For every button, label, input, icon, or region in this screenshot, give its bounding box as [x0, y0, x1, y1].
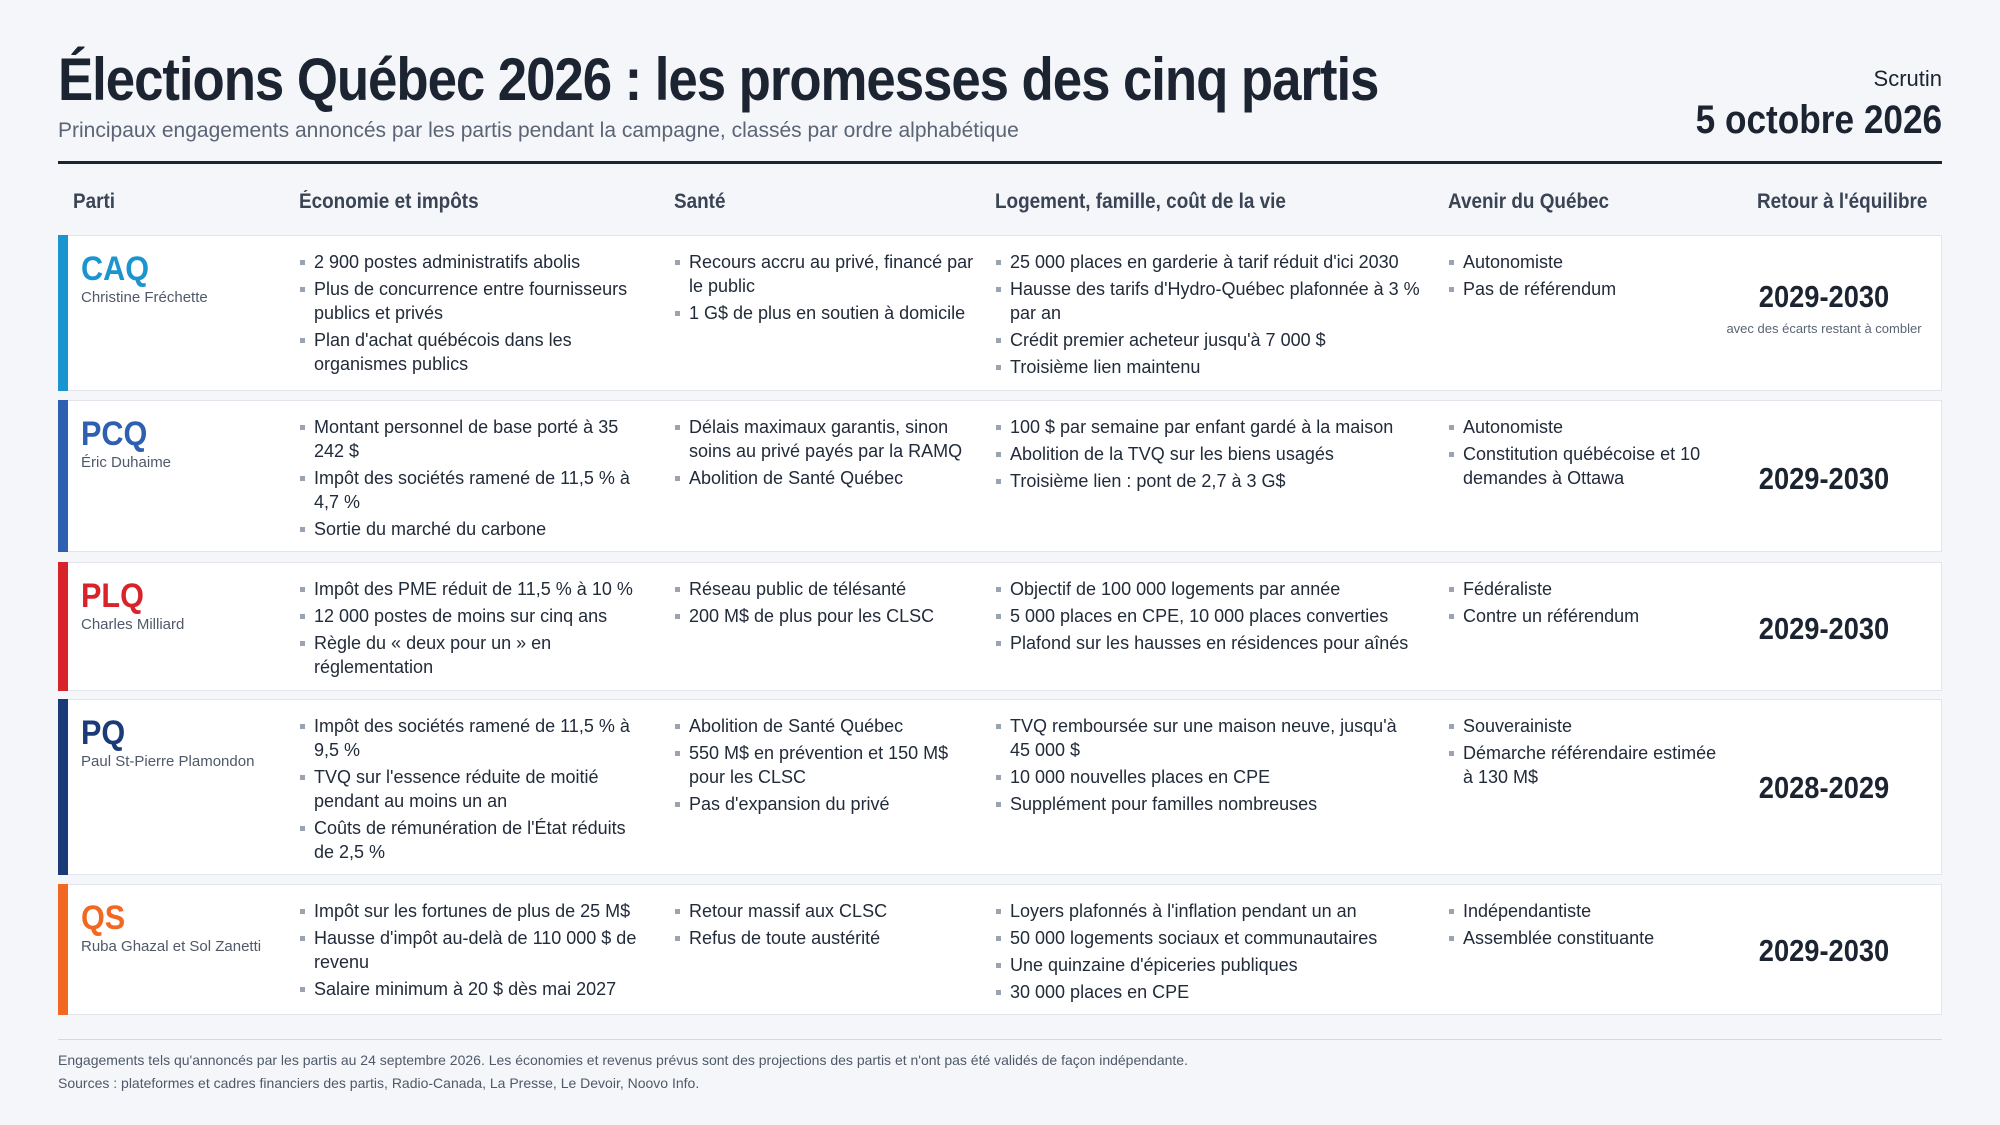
commitment-item: Retour massif aux CLSC	[675, 899, 975, 923]
balance-year: 2029-2030	[1758, 279, 1890, 314]
column-headers	[58, 190, 1942, 224]
commitment-item: 12 000 postes de moins sur cinq ans	[300, 604, 650, 628]
commitment-item: Supplément pour familles nombreuses	[996, 792, 1421, 816]
commitment-item: Impôt des PME réduit de 11,5 % à 10 %	[300, 577, 650, 601]
commitments-avenir	[1449, 577, 1719, 631]
commitment-item: Impôt des sociétés ramené de 11,5 % à 9,5 %	[300, 714, 650, 762]
commitments-economie	[300, 250, 650, 379]
party-color-bar	[58, 699, 68, 875]
commitments-economie	[300, 899, 650, 1004]
commitments-sante	[675, 899, 975, 953]
party-color-bar	[58, 235, 68, 391]
commitments-economie	[300, 415, 650, 544]
party-abbreviation: PQ	[81, 714, 126, 752]
balance-year: 2028-2029	[1758, 770, 1890, 805]
commitments-sante	[675, 415, 975, 493]
commitment-item: Plan d'achat québécois dans les organismes publics	[300, 328, 650, 376]
party-color-bar	[58, 400, 68, 552]
commitments-economie	[300, 714, 650, 867]
commitment-item: Pas d'expansion du privé	[675, 792, 975, 816]
column-header-economie: Économie et impôts	[299, 190, 479, 213]
column-header-sante: Santé	[674, 190, 726, 213]
party-row	[58, 562, 1942, 691]
balance-cell	[1719, 770, 1929, 806]
commitments-logement	[996, 250, 1421, 382]
commitment-item: Plus de concurrence entre fournisseurs publics et privés	[300, 277, 650, 325]
commitment-item: Plafond sur les hausses en résidences pour aînés	[996, 631, 1421, 655]
column-header-equilibre: Retour à l'équilibre	[1757, 190, 1928, 213]
commitment-item: 1 G$ de plus en soutien à domicile	[675, 301, 975, 325]
commitment-item: Sortie du marché du carbone	[300, 517, 650, 541]
balance-year: 2029-2030	[1758, 611, 1890, 646]
commitment-item: Indépendantiste	[1449, 899, 1719, 923]
commitment-item: Loyers plafonnés à l'inflation pendant un an	[996, 899, 1421, 923]
commitment-item: Contre un référendum	[1449, 604, 1719, 628]
party-abbreviation: QS	[81, 899, 126, 937]
party-color-bar	[58, 884, 68, 1015]
commitment-item: 25 000 places en garderie à tarif réduit d'ici 2030	[996, 250, 1421, 274]
commitments-logement	[996, 899, 1421, 1007]
commitment-item: 2 900 postes administratifs abolis	[300, 250, 650, 274]
commitment-item: Hausse des tarifs d'Hydro-Québec plafonnée à 3 % par an	[996, 277, 1421, 325]
scrutin-date: 5 octobre 2026	[1695, 98, 1942, 142]
commitment-item: Autonomiste	[1449, 250, 1719, 274]
commitment-item: TVQ sur l'essence réduite de moitié pendant au moins un an	[300, 765, 650, 813]
commitment-item: 30 000 places en CPE	[996, 980, 1421, 1004]
commitments-avenir	[1449, 250, 1719, 304]
column-header-avenir: Avenir du Québec	[1448, 190, 1610, 213]
party-leader: Charles Milliard	[81, 616, 185, 633]
footer-divider	[58, 1039, 1942, 1040]
commitment-item: 550 M$ en prévention et 150 M$ pour les CLSC	[675, 741, 975, 789]
commitment-item: Abolition de la TVQ sur les biens usagés	[996, 442, 1421, 466]
party-leader: Éric Duhaime	[81, 454, 172, 471]
commitments-economie	[300, 577, 650, 682]
commitments-sante	[675, 250, 975, 328]
party-row	[58, 235, 1942, 391]
commitment-item: Refus de toute austérité	[675, 926, 975, 950]
party-color-bar	[58, 562, 68, 691]
commitment-item: Coûts de rémunération de l'État réduits de 2,5 %	[300, 816, 650, 864]
commitment-item: Montant personnel de base porté à 35 242 $	[300, 415, 650, 463]
commitment-item: Réseau public de télésanté	[675, 577, 975, 601]
party-leader: Paul St-Pierre Plamondon	[81, 753, 255, 770]
party-leader: Ruba Ghazal et Sol Zanetti	[81, 938, 262, 955]
commitment-item: Abolition de Santé Québec	[675, 714, 975, 738]
commitment-item: Objectif de 100 000 logements par année	[996, 577, 1421, 601]
column-header-parti: Parti	[73, 190, 116, 213]
party-row	[58, 699, 1942, 875]
commitment-item: Démarche référendaire estimée à 130 M$	[1449, 741, 1719, 789]
page-subtitle: Principaux engagements annoncés par les partis pendant la campagne, classés par ordre alphabétique	[58, 119, 1019, 142]
commitment-item: 50 000 logements sociaux et communautaires	[996, 926, 1421, 950]
commitment-item: Crédit premier acheteur jusqu'à 7 000 $	[996, 328, 1421, 352]
balance-cell	[1719, 933, 1929, 969]
balance-year: 2029-2030	[1758, 933, 1890, 968]
commitment-item: Assemblée constituante	[1449, 926, 1719, 950]
balance-note: avec des écarts restant à combler	[1726, 321, 1922, 336]
footnote: Engagements tels qu'annoncés par les partis au 24 septembre 2026. Les économies et revenus prévus sont des projections des partis et n'ont pas été validés de façon indépendante.	[58, 1052, 1188, 1068]
commitments-sante	[675, 577, 975, 631]
commitments-logement	[996, 415, 1421, 496]
commitment-item: 5 000 places en CPE, 10 000 places converties	[996, 604, 1421, 628]
commitment-item: Autonomiste	[1449, 415, 1719, 439]
commitment-item: Impôt des sociétés ramené de 11,5 % à 4,7 %	[300, 466, 650, 514]
header	[58, 44, 1942, 164]
commitment-item: Règle du « deux pour un » en réglementation	[300, 631, 650, 679]
commitment-item: TVQ remboursée sur une maison neuve, jusqu'à 45 000 $	[996, 714, 1421, 762]
commitment-item: Abolition de Santé Québec	[675, 466, 975, 490]
commitments-sante	[675, 714, 975, 819]
commitments-logement	[996, 577, 1421, 658]
commitments-avenir	[1449, 714, 1719, 792]
commitment-item: Troisième lien : pont de 2,7 à 3 G$	[996, 469, 1421, 493]
commitment-item: Salaire minimum à 20 $ dès mai 2027	[300, 977, 650, 1001]
balance-cell	[1719, 279, 1929, 337]
page	[58, 0, 1942, 1125]
party-abbreviation: PCQ	[81, 415, 148, 453]
party-row	[58, 884, 1942, 1015]
commitment-item: Une quinzaine d'épiceries publiques	[996, 953, 1421, 977]
scrutin-label: Scrutin	[1873, 66, 1942, 91]
commitment-item: Fédéraliste	[1449, 577, 1719, 601]
commitment-item: Troisième lien maintenu	[996, 355, 1421, 379]
sources-note: Sources : plateformes et cadres financiers des partis, Radio-Canada, La Presse, Le Devoir, Noovo Info.	[58, 1075, 700, 1091]
commitment-item: Hausse d'impôt au-delà de 110 000 $ de revenu	[300, 926, 650, 974]
commitments-avenir	[1449, 415, 1719, 493]
party-abbreviation: PLQ	[81, 577, 144, 615]
commitment-item: Constitution québécoise et 10 demandes à Ottawa	[1449, 442, 1719, 490]
commitment-item: Impôt sur les fortunes de plus de 25 M$	[300, 899, 650, 923]
balance-cell	[1719, 611, 1929, 647]
commitment-item: 100 $ par semaine par enfant gardé à la maison	[996, 415, 1421, 439]
party-row	[58, 400, 1942, 552]
balance-cell	[1719, 461, 1929, 497]
column-header-logement: Logement, famille, coût de la vie	[995, 190, 1286, 213]
commitment-item: Souverainiste	[1449, 714, 1719, 738]
commitments-logement	[996, 714, 1421, 819]
page-title: Élections Québec 2026 : les promesses des cinq partis	[58, 46, 1379, 113]
header-divider	[58, 161, 1942, 164]
commitment-item: Délais maximaux garantis, sinon soins au privé payés par la RAMQ	[675, 415, 975, 463]
commitment-item: 200 M$ de plus pour les CLSC	[675, 604, 975, 628]
party-leader: Christine Fréchette	[81, 289, 208, 306]
balance-year: 2029-2030	[1758, 461, 1890, 496]
party-abbreviation: CAQ	[81, 250, 150, 288]
commitment-item: Pas de référendum	[1449, 277, 1719, 301]
commitment-item: Recours accru au privé, financé par le public	[675, 250, 975, 298]
commitment-item: 10 000 nouvelles places en CPE	[996, 765, 1421, 789]
commitments-avenir	[1449, 899, 1719, 953]
